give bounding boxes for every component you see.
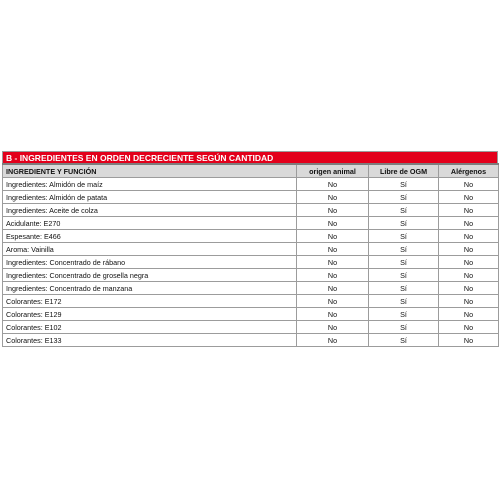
allergens-value: No [439,308,499,321]
allergens-value: No [439,191,499,204]
table-row [3,295,499,308]
ingredients-section [2,151,498,347]
table-header-row [3,164,499,178]
gmo-free-value: Sí [369,243,439,256]
gmo-free-value: Sí [369,217,439,230]
allergens-value: No [439,295,499,308]
table-row [3,321,499,334]
allergens-value: No [439,217,499,230]
gmo-free-value: Sí [369,178,439,191]
allergens-value: No [439,282,499,295]
section-banner: B - INGREDIENTES EN ORDEN DECRECIENTE SEGÚN CANTIDAD [2,151,498,163]
table-row [3,308,499,321]
table-row [3,282,499,295]
ingredient-name: Ingredientes: Concentrado de rábano [3,256,297,269]
gmo-free-value: Sí [369,256,439,269]
ingredient-name: Aroma: Vainilla [3,243,297,256]
ingredient-name: Ingredientes: Concentrado de manzana [3,282,297,295]
allergens-value: No [439,269,499,282]
gmo-free-value: Sí [369,321,439,334]
gmo-free-value: Sí [369,308,439,321]
header-allergens: Alérgenos [439,164,499,178]
ingredient-name: Colorantes: E102 [3,321,297,334]
animal-origin-value: No [297,204,369,217]
table-row [3,230,499,243]
ingredients-table [2,163,499,347]
allergens-value: No [439,243,499,256]
animal-origin-value: No [297,230,369,243]
table-row [3,217,499,230]
table-row [3,334,499,347]
table-row [3,178,499,191]
ingredient-name: Colorantes: E129 [3,308,297,321]
animal-origin-value: No [297,217,369,230]
header-gmo-free: Libre de OGM [369,164,439,178]
table-row [3,204,499,217]
table-row [3,269,499,282]
ingredient-name: Ingredientes: Concentrado de grosella negra [3,269,297,282]
ingredient-name: Colorantes: E133 [3,334,297,347]
animal-origin-value: No [297,282,369,295]
ingredient-name: Espesante: E466 [3,230,297,243]
gmo-free-value: Sí [369,295,439,308]
allergens-value: No [439,230,499,243]
ingredient-name: Ingredientes: Almidón de patata [3,191,297,204]
animal-origin-value: No [297,334,369,347]
gmo-free-value: Sí [369,334,439,347]
ingredient-name: Ingredientes: Almidón de maíz [3,178,297,191]
allergens-value: No [439,321,499,334]
gmo-free-value: Sí [369,204,439,217]
table-row [3,256,499,269]
gmo-free-value: Sí [369,282,439,295]
table-row [3,243,499,256]
gmo-free-value: Sí [369,191,439,204]
table-row [3,191,499,204]
animal-origin-value: No [297,321,369,334]
table-body [3,178,499,347]
allergens-value: No [439,256,499,269]
header-animal-origin: origen animal [297,164,369,178]
allergens-value: No [439,204,499,217]
animal-origin-value: No [297,243,369,256]
ingredient-name: Ingredientes: Aceite de colza [3,204,297,217]
animal-origin-value: No [297,308,369,321]
animal-origin-value: No [297,295,369,308]
animal-origin-value: No [297,269,369,282]
gmo-free-value: Sí [369,269,439,282]
allergens-value: No [439,334,499,347]
gmo-free-value: Sí [369,230,439,243]
ingredient-name: Acidulante: E270 [3,217,297,230]
ingredient-name: Colorantes: E172 [3,295,297,308]
animal-origin-value: No [297,178,369,191]
animal-origin-value: No [297,256,369,269]
animal-origin-value: No [297,191,369,204]
allergens-value: No [439,178,499,191]
header-ingredient-function: INGREDIENTE Y FUNCIÓN [3,164,297,178]
